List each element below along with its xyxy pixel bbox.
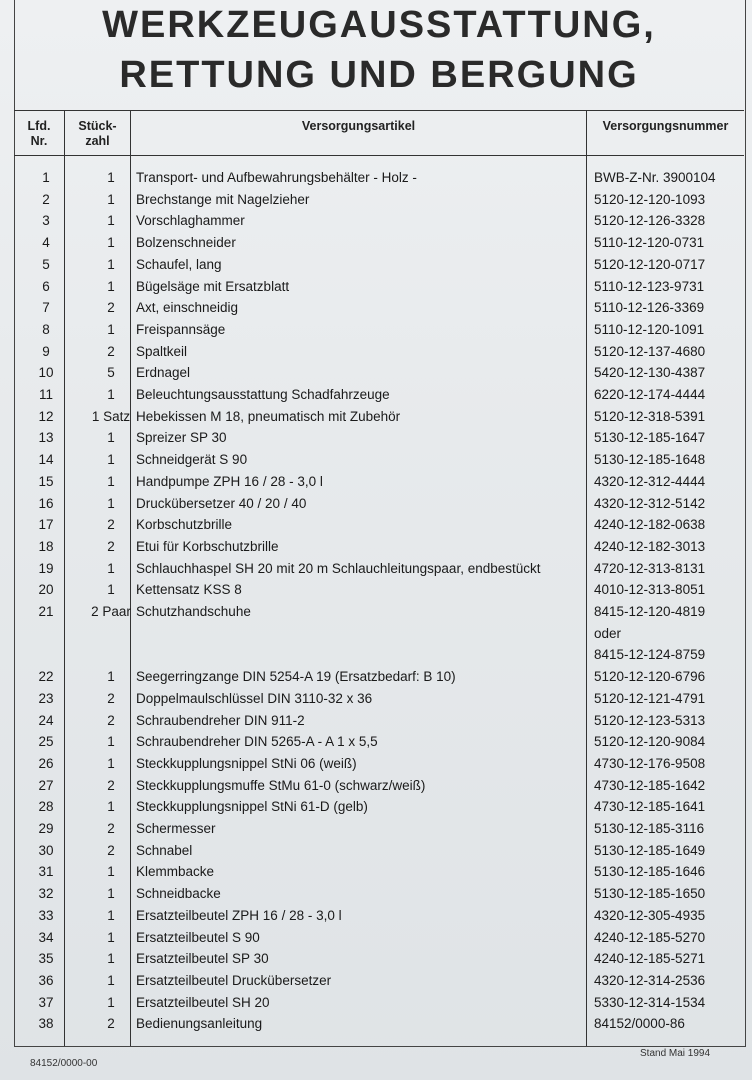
row-article: Brechstange mit Nagelzieher — [136, 191, 310, 207]
row-number: 5130-12-185-3116 — [594, 821, 705, 836]
row-article: Schutzhandschuhe — [136, 604, 251, 619]
table-row — [14, 799, 744, 820]
row-qty: 1 — [107, 799, 115, 815]
row-nr: 35 — [38, 951, 54, 967]
row-number: 4730-12-176-9508 — [594, 755, 706, 771]
table-row — [14, 170, 744, 191]
row-article: Steckkupplungsnippel StNi 06 (weiß) — [136, 755, 357, 771]
row-number: 5120-12-120-0717 — [594, 256, 706, 272]
row-number: 5120-12-123-5313 — [594, 712, 706, 728]
row-qty: 2 — [107, 343, 115, 359]
row-number: BWB-Z-Nr. 3900104 — [594, 170, 716, 185]
row-qty: 1 — [107, 929, 115, 945]
row-nr: 24 — [38, 712, 54, 728]
row-qty: 1 — [107, 669, 115, 685]
row-nr: 33 — [38, 907, 54, 923]
table-row — [14, 213, 744, 234]
row-qty: 2 — [107, 538, 115, 554]
footer-form-number: 84152/0000-00 — [30, 1058, 98, 1069]
row-number: 4720-12-313-8131 — [594, 560, 706, 576]
row-qty: 1 — [107, 734, 115, 750]
row-article: Steckkupplungsnippel StNi 61-D (gelb) — [136, 799, 368, 815]
header-nr: Lfd. Nr. — [27, 119, 51, 148]
table-row — [14, 517, 744, 538]
row-nr: 26 — [38, 755, 54, 771]
row-article: Schraubendreher DIN 5265-A - A 1 x 5,5 — [136, 734, 378, 750]
row-article: Ersatzteilbeutel S 90 — [136, 929, 260, 945]
row-nr: 17 — [38, 517, 54, 533]
row-nr: 28 — [38, 799, 54, 815]
row-number: 4240-12-182-3013 — [594, 538, 706, 554]
row-article: Freispannsäge — [136, 321, 226, 337]
row-qty: 2 — [107, 842, 115, 858]
row-number: 5130-12-185-1650 — [594, 886, 706, 902]
row-qty: 2 Paar — [91, 604, 131, 619]
row-nr: 32 — [38, 886, 54, 902]
row-nr: 2 — [42, 191, 50, 207]
row-nr: 18 — [38, 538, 54, 554]
footer-date: Stand Mai 1994 — [640, 1048, 711, 1059]
row-qty: 1 — [107, 278, 115, 294]
row-nr: 36 — [38, 972, 54, 988]
row-nr: 23 — [38, 690, 54, 706]
table-row — [14, 908, 744, 929]
row-article: Schlauchhaspel SH 20 mit 20 m Schlauchleitungspaar, endbestückt — [136, 560, 541, 576]
row-nr: 22 — [38, 669, 54, 685]
row-qty: 1 — [107, 191, 115, 207]
row-number: 5110-12-120-0731 — [594, 235, 705, 251]
row-article: Transport- und Aufbewahrungsbehälter - Holz - — [136, 170, 417, 185]
table-row — [14, 539, 744, 560]
row-number: 4240-12-182-0638 — [594, 517, 706, 533]
row-qty: 1 — [107, 387, 115, 402]
row-article: Korbschutzbrille — [136, 517, 233, 533]
row-qty: 1 — [107, 907, 115, 923]
row-number: 5120-12-318-5391 — [594, 408, 706, 424]
row-number: 6220-12-174-4444 — [594, 387, 706, 402]
row-qty: 2 — [107, 517, 115, 533]
row-qty: 1 — [107, 755, 115, 771]
row-nr: 37 — [38, 994, 54, 1010]
row-article: Schraubendreher DIN 911-2 — [136, 712, 305, 728]
table-row — [14, 452, 744, 473]
row-qty: 1 — [107, 495, 115, 511]
row-nr: 7 — [42, 300, 50, 316]
row-number: 5420-12-130-4387 — [594, 365, 706, 381]
row-article: Handpumpe ZPH 16 / 28 - 3,0 l — [136, 473, 323, 489]
row-nr: 4 — [42, 235, 50, 251]
row-qty: 2 — [107, 1016, 115, 1032]
row-article: Seegerringzange DIN 5254-A 19 (Ersatzbedarf: B 10) — [136, 669, 456, 685]
row-article: Ersatzteilbeutel Druckübersetzer — [136, 972, 332, 988]
row-nr: 9 — [42, 343, 50, 359]
row-qty: 1 — [107, 430, 115, 446]
row-article: Hebekissen M 18, pneumatisch mit Zubehör — [136, 408, 401, 424]
row-number: 5120-12-120-1093 — [594, 191, 706, 207]
row-number: 5130-12-185-1647 — [594, 430, 706, 446]
row-number: 5120-12-121-4791 — [594, 690, 706, 706]
row-nr: 19 — [38, 560, 54, 576]
row-article: Schneidgerät S 90 — [136, 452, 248, 468]
table-row — [14, 387, 744, 408]
row-article: Bedienungsanleitung — [136, 1016, 263, 1032]
row-qty: 1 — [107, 582, 115, 598]
row-nr: 15 — [38, 473, 54, 489]
row-qty: 1 — [107, 235, 115, 251]
table-row — [14, 561, 744, 582]
row-article: Klemmbacke — [136, 864, 215, 880]
row-qty: 1 — [107, 473, 115, 489]
row-qty: 2 — [107, 690, 115, 706]
row-article: Etui für Korbschutzbrille — [136, 538, 279, 554]
row-number: 5130-12-185-1649 — [594, 842, 706, 858]
row-qty: 2 — [107, 821, 115, 836]
row-nr: 14 — [38, 452, 54, 468]
row-qty: 2 — [107, 300, 115, 316]
row-nr: 25 — [38, 734, 54, 750]
row-qty: 1 — [107, 452, 115, 468]
row-nr: 27 — [38, 777, 54, 793]
row-nr: 20 — [38, 582, 54, 598]
table-row — [14, 496, 744, 517]
row-number: 5130-12-185-1648 — [594, 452, 706, 468]
row-nr: 38 — [38, 1016, 54, 1032]
table-row — [14, 691, 744, 712]
header-qty: Stück- zahl — [78, 119, 117, 148]
row-article: Schermesser — [136, 821, 216, 836]
row-article: Spreizer SP 30 — [136, 430, 227, 446]
table-row — [14, 409, 744, 430]
table-row — [14, 886, 744, 907]
row-number: 5120-12-137-4680 — [594, 343, 706, 359]
row-number: 4320-12-314-2536 — [594, 972, 706, 988]
row-nr: 10 — [38, 365, 54, 381]
page-title-line-2: RETTUNG UND BERGUNG — [119, 54, 639, 96]
row-qty: 1 — [107, 213, 115, 229]
row-article: Erdnagel — [136, 365, 191, 381]
row-number: 5120-12-120-9084 — [594, 734, 706, 750]
row-number: 5120-12-126-3328 — [594, 213, 706, 229]
row-number: 4730-12-185-1642 — [594, 777, 706, 793]
header-number: Versorgungsnummer — [602, 119, 729, 133]
row-nr: 21 — [38, 604, 54, 619]
header-bottom-border — [14, 155, 744, 156]
row-number: 5120-12-120-6796 — [594, 669, 706, 685]
row-article: Ersatzteilbeutel ZPH 16 / 28 - 3,0 l — [136, 907, 342, 923]
header-article: Versorgungsartikel — [301, 119, 416, 133]
row-article: Bügelsäge mit Ersatzblatt — [136, 278, 290, 294]
row-qty: 1 — [107, 864, 115, 880]
row-article: Druckübersetzer 40 / 20 / 40 — [136, 495, 307, 511]
table-row — [14, 626, 744, 647]
row-number: 4320-12-312-4444 — [594, 473, 706, 489]
row-number: 5110-12-123-9731 — [594, 278, 705, 294]
table-row — [14, 365, 744, 386]
table-row — [14, 235, 744, 256]
row-qty: 1 — [107, 994, 115, 1010]
table-row — [14, 756, 744, 777]
table-row — [14, 257, 744, 278]
table-row — [14, 930, 744, 951]
row-qty: 1 — [107, 886, 115, 902]
table-row — [14, 1016, 744, 1037]
row-number: 8415-12-124-8759 — [594, 647, 706, 663]
row-qty: 1 — [107, 972, 115, 988]
page-title-line-1: WERKZEUGAUSSTATTUNG, — [102, 4, 656, 46]
row-article: Ersatzteilbeutel SH 20 — [136, 994, 270, 1010]
table-row — [14, 647, 744, 668]
table-row — [14, 430, 744, 451]
row-number: 4240-12-185-5270 — [594, 929, 706, 945]
row-qty: 2 — [107, 712, 115, 728]
table-row — [14, 995, 744, 1016]
table-row — [14, 951, 744, 972]
row-nr: 6 — [42, 278, 50, 294]
row-nr: 16 — [38, 495, 54, 511]
row-nr: 34 — [38, 929, 54, 945]
table-row — [14, 474, 744, 495]
row-article: Schneidbacke — [136, 886, 221, 902]
table-row — [14, 864, 744, 885]
row-nr: 5 — [42, 256, 50, 272]
row-number: 5130-12-185-1646 — [594, 864, 706, 880]
table-row — [14, 582, 744, 603]
row-nr: 31 — [38, 864, 54, 880]
table-row — [14, 734, 744, 755]
row-number: 84152/0000-86 — [594, 1016, 685, 1032]
row-qty: 1 — [107, 321, 115, 337]
row-number: 4320-12-305-4935 — [594, 907, 706, 923]
row-nr: 11 — [38, 387, 53, 402]
row-number: 8415-12-120-4819 — [594, 604, 706, 619]
row-number: 4240-12-185-5271 — [594, 951, 706, 967]
table-row — [14, 713, 744, 734]
row-nr: 8 — [42, 321, 50, 337]
row-article: Steckkupplungsmuffe StMu 61-0 (schwarz/weiß) — [136, 777, 426, 793]
row-qty: 1 — [107, 951, 115, 967]
table-row — [14, 604, 744, 625]
row-article: Bolzenschneider — [136, 235, 236, 251]
table-top-border — [14, 110, 744, 111]
table-row — [14, 669, 744, 690]
table-row — [14, 344, 744, 365]
row-qty: 1 Satz — [91, 408, 131, 424]
row-nr: 30 — [38, 842, 54, 858]
row-number: 4730-12-185-1641 — [594, 799, 706, 815]
row-number: 4010-12-313-8051 — [594, 582, 706, 598]
row-article: Spaltkeil — [136, 343, 188, 359]
row-article: Vorschlaghammer — [136, 213, 245, 229]
row-qty: 1 — [107, 170, 115, 185]
row-qty: 1 — [107, 560, 115, 576]
row-article: Schnabel — [136, 842, 193, 858]
row-nr: 29 — [38, 821, 54, 836]
row-article: Doppelmaulschlüssel DIN 3110-32 x 36 — [136, 690, 373, 706]
table-row — [14, 778, 744, 799]
row-article: Axt, einschneidig — [136, 300, 239, 316]
table-row — [14, 973, 744, 994]
table-row — [14, 192, 744, 213]
row-number: 5110-12-120-1091 — [594, 321, 705, 337]
row-nr: 3 — [42, 213, 50, 229]
row-qty: 5 — [107, 365, 115, 381]
row-article: Ersatzteilbeutel SP 30 — [136, 951, 269, 967]
row-article: Kettensatz KSS 8 — [136, 582, 242, 598]
row-number: 4320-12-312-5142 — [594, 495, 706, 511]
row-article: Beleuchtungsausstattung Schadfahrzeuge — [136, 387, 390, 402]
row-nr: 12 — [38, 408, 54, 424]
table-row — [14, 322, 744, 343]
row-qty: 1 — [107, 256, 115, 272]
table-row — [14, 821, 744, 842]
row-number: oder — [594, 625, 622, 641]
row-number: 5330-12-314-1534 — [594, 994, 706, 1010]
row-number: 5110-12-126-3369 — [594, 300, 705, 316]
row-qty: 2 — [107, 777, 115, 793]
row-nr: 13 — [38, 430, 54, 446]
row-article: Schaufel, lang — [136, 256, 222, 272]
table-row — [14, 300, 744, 321]
table-row — [14, 279, 744, 300]
table-row — [14, 843, 744, 864]
row-nr: 1 — [42, 170, 50, 185]
